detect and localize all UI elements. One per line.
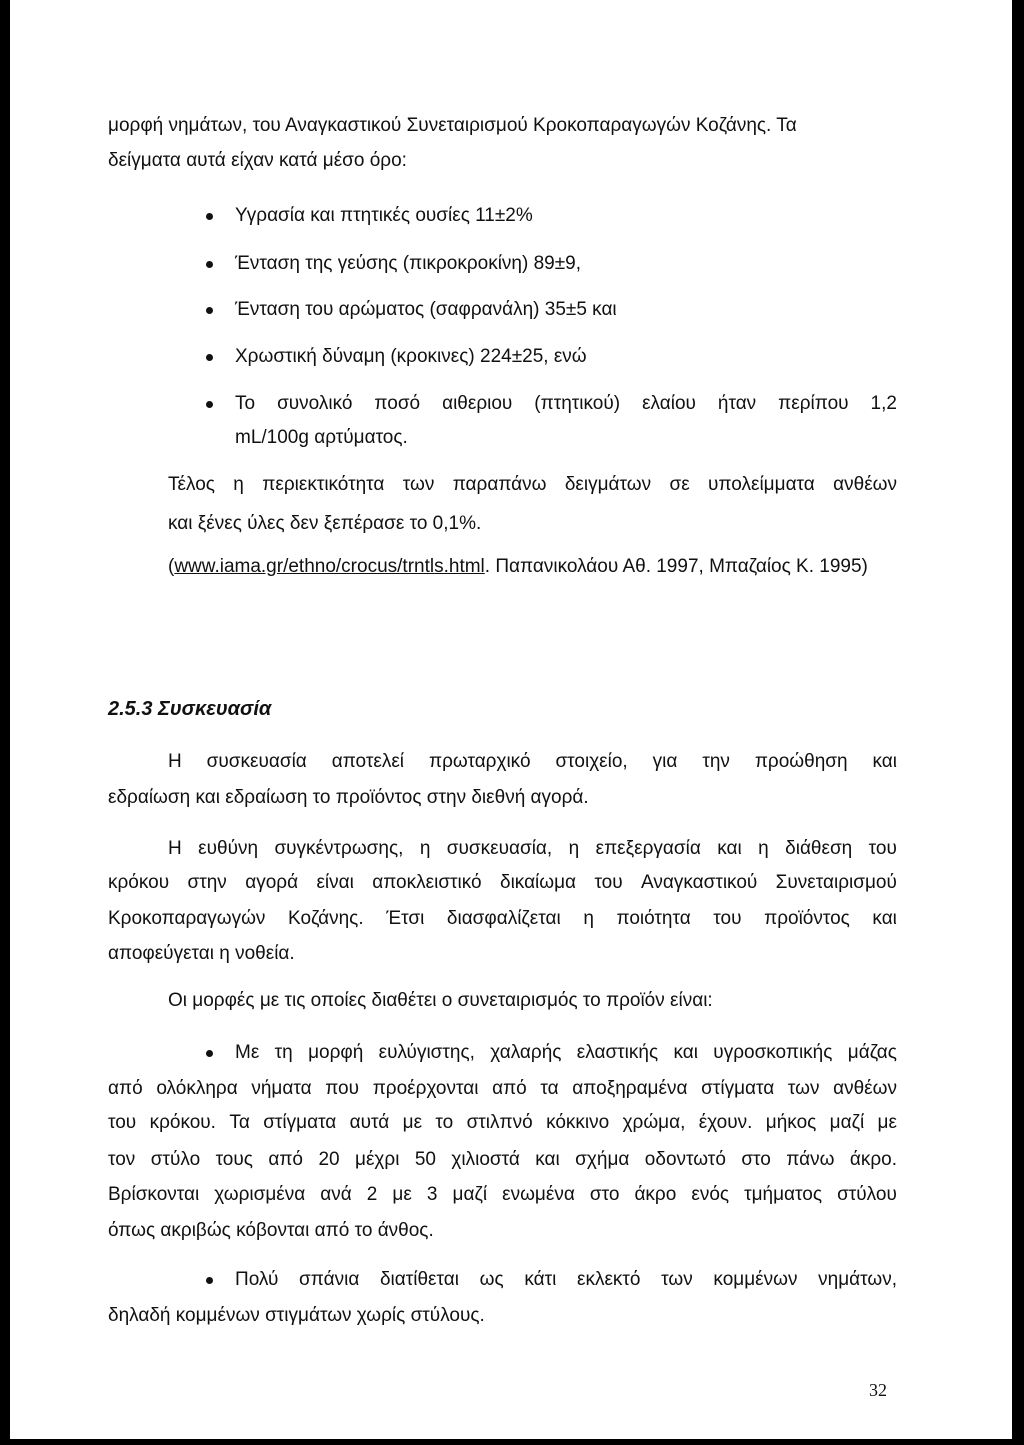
bullet-item-taste: Ένταση της γεύσης (πικροκροκίνη) 89±9, <box>235 253 581 274</box>
packaging-para-1-line-1: Η συσκευασία αποτελεί πρωταρχικό στοιχείο, για την προώθηση και <box>168 751 897 772</box>
packaging-para-1-line-2: εδραίωση και εδραίωση το προϊόντος στην διεθνή αγορά. <box>108 787 589 808</box>
form-whole-threads-line-3: του κρόκου. Τα στίγματα αυτά με το στιλπνό κόκκινο χρώμα, έχουν. μήκος μαζί με <box>108 1112 897 1133</box>
form-cut-threads-line-2: δηλαδή κομμένων στιγμάτων χωρίς στύλους. <box>108 1305 485 1326</box>
packaging-para-2-line-1: Η ευθύνη συγκέντρωσης, η συσκευασία, η επεξεργασία και η διάθεση του <box>168 838 897 859</box>
form-whole-threads-line-6: όπως ακριβώς κόβονται από το άνθος. <box>108 1220 434 1241</box>
form-cut-threads-line-1: Πολύ σπάνια διατίθεται ως κάτι εκλεκτό των κομμένων νημάτων, <box>235 1269 897 1290</box>
reference-open: ( <box>168 556 175 577</box>
impurities-line-1: Τέλος η περιεκτικότητα των παραπάνω δειγμάτων σε υπολείμματα ανθέων <box>168 474 897 495</box>
forms-intro: Οι μορφές με τις οποίες διαθέτει ο συνεταιρισμός το προϊόν είναι: <box>168 990 713 1011</box>
scan-border-left <box>0 0 10 1445</box>
intro-line-1: μορφή νημάτων, του Αναγκαστικού Συνεταιρισμού Κροκοπαραγωγών Κοζάνης. Τα <box>108 115 797 136</box>
bullet-dot <box>206 1277 213 1284</box>
intro-line-2: δείγματα αυτά είχαν κατά μέσο όρο: <box>108 150 407 171</box>
packaging-para-2-line-3: Κροκοπαραγωγών Κοζάνης. Έτσι διασφαλίζεται η ποιότητα του προϊόντος και <box>108 908 897 929</box>
page-number: 32 <box>869 1380 887 1400</box>
form-whole-threads-line-5: Βρίσκονται χωρισμένα ανά 2 με 3 μαζί ενωμένα στο άκρο ενός τμήματος στύλου <box>108 1184 897 1205</box>
form-whole-threads-line-4: τον στύλο τους από 20 μέχρι 50 χιλιοστά και σχήμα οδοντωτό στο πάνω άκρο. <box>108 1149 897 1170</box>
bullet-item-aroma: Ένταση του αρώματος (σαφρανάλη) 35±5 και <box>235 299 617 320</box>
bullet-dot <box>206 354 213 361</box>
form-whole-threads-line-1: Με τη μορφή ευλύγιστης, χαλαρής ελαστικής και υγροσκοπικής μάζας <box>235 1042 897 1063</box>
bullet-dot <box>206 261 213 268</box>
bullet-item-color: Χρωστική δύναμη (κροκινες) 224±25, ενώ <box>235 346 587 367</box>
packaging-para-2-line-2: κρόκου στην αγορά είναι αποκλειστικό δικαίωμα του Αναγκαστικού Συνεταιρισμού <box>108 872 897 893</box>
scan-border-bottom <box>0 1439 1024 1445</box>
reference-link[interactable]: www.iama.gr/ethno/crocus/trntls.html <box>174 556 485 577</box>
bullet-item-essential-oil: Το συνολικό ποσό αιθεριου (πτητικού) ελαίου ήταν περίπου 1,2 <box>235 393 897 414</box>
reference-line <box>168 557 868 576</box>
bullet-dot <box>206 307 213 314</box>
packaging-para-2-line-4: αποφεύγεται η νοθεία. <box>108 943 295 964</box>
bullet-dot <box>206 1050 213 1057</box>
reference-citations: . Παπανικολάου Αθ. 1997, Μπαζαίος Κ. 1995) <box>484 556 868 577</box>
scan-border-right <box>1012 0 1024 1445</box>
impurities-line-2: και ξένες ύλες δεν ξεπέρασε το 0,1%. <box>168 513 482 534</box>
bullet-dot <box>206 213 213 220</box>
form-whole-threads-line-2: από ολόκληρα νήματα που προέρχονται από τα αποξηραμένα στίγματα των ανθέων <box>108 1078 897 1099</box>
bullet-item-essential-oil-cont: mL/100g αρτύματος. <box>235 427 408 448</box>
section-heading: 2.5.3 Συσκευασία <box>108 698 272 720</box>
bullet-item-moisture: Υγρασία και πτητικές ουσίες 11±2% <box>235 205 533 226</box>
bullet-dot <box>206 401 213 408</box>
